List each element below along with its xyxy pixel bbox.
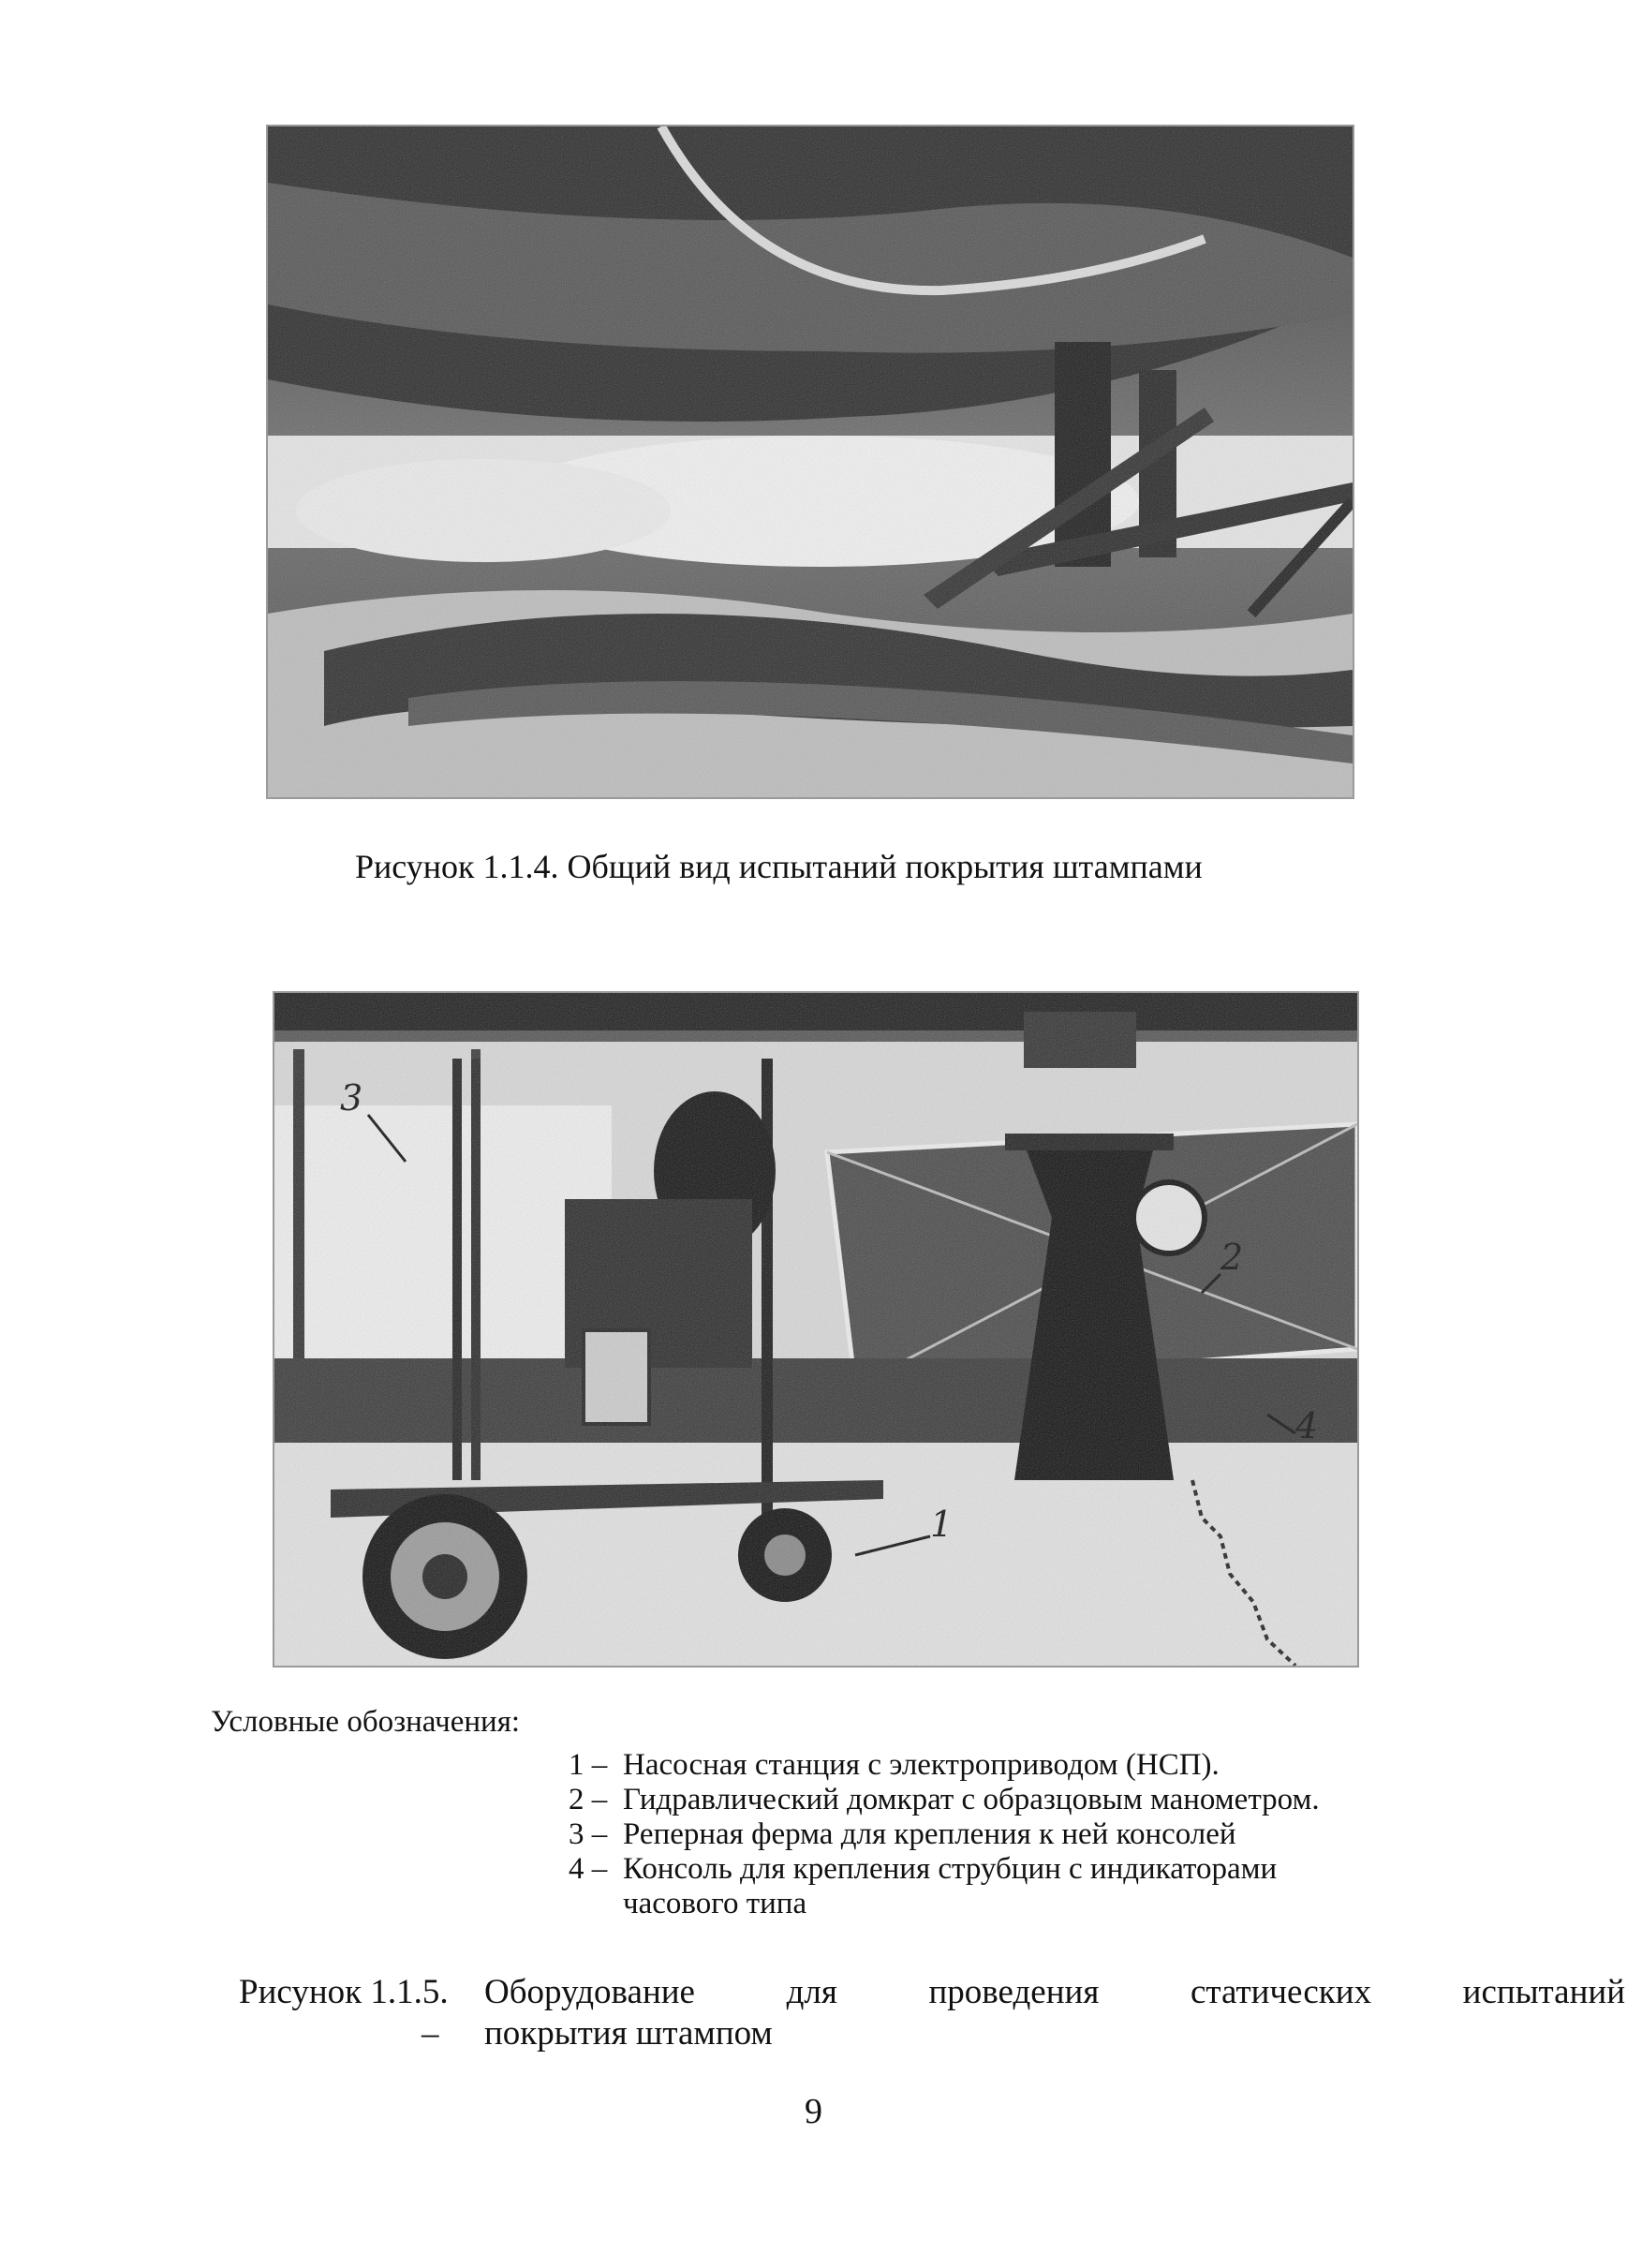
legend-item xyxy=(569,1783,1505,1817)
legend-item xyxy=(569,1852,1372,1921)
legend-item-text: Насосная станция с электроприводом (НСП). xyxy=(623,1748,1220,1782)
photo-plate-load-test-image xyxy=(268,126,1353,797)
legend-item-number: 1 – xyxy=(569,1748,608,1782)
legend-item-text: Реперная ферма для крепления к ней консолей xyxy=(623,1817,1236,1851)
photo-static-test-equipment-image xyxy=(274,993,1357,1666)
legend-item-text: Гидравлический домкрат с образцовым манометром. xyxy=(623,1783,1320,1816)
figure-2-caption-dash: – xyxy=(422,2014,439,2053)
legend-list xyxy=(569,1748,1505,1921)
legend-item xyxy=(569,1817,1505,1852)
legend-title: Условные обозначения: xyxy=(211,1705,521,1739)
figure-2-caption-label: Рисунок 1.1.5. xyxy=(239,1973,449,2011)
figure-1-caption: Рисунок 1.1.4. Общий вид испытаний покрытия штампами xyxy=(355,848,1203,885)
legend-item-number: 4 – xyxy=(569,1852,608,1886)
figure-2-caption-line-2: покрытия штампом xyxy=(484,2014,773,2053)
legend-item xyxy=(569,1748,1505,1783)
legend-item-text: Консоль для крепления струбцин с индикаторами часового типа xyxy=(623,1852,1278,1920)
figure-2-caption-line-1: Оборудование для проведения статических испытаний xyxy=(484,1973,1625,2011)
photo-static-test-equipment xyxy=(273,991,1359,1668)
legend-item-number: 3 – xyxy=(569,1817,608,1851)
photo-plate-load-test xyxy=(266,125,1354,799)
page-number: 9 xyxy=(805,2092,822,2131)
legend-item-number: 2 – xyxy=(569,1783,608,1816)
